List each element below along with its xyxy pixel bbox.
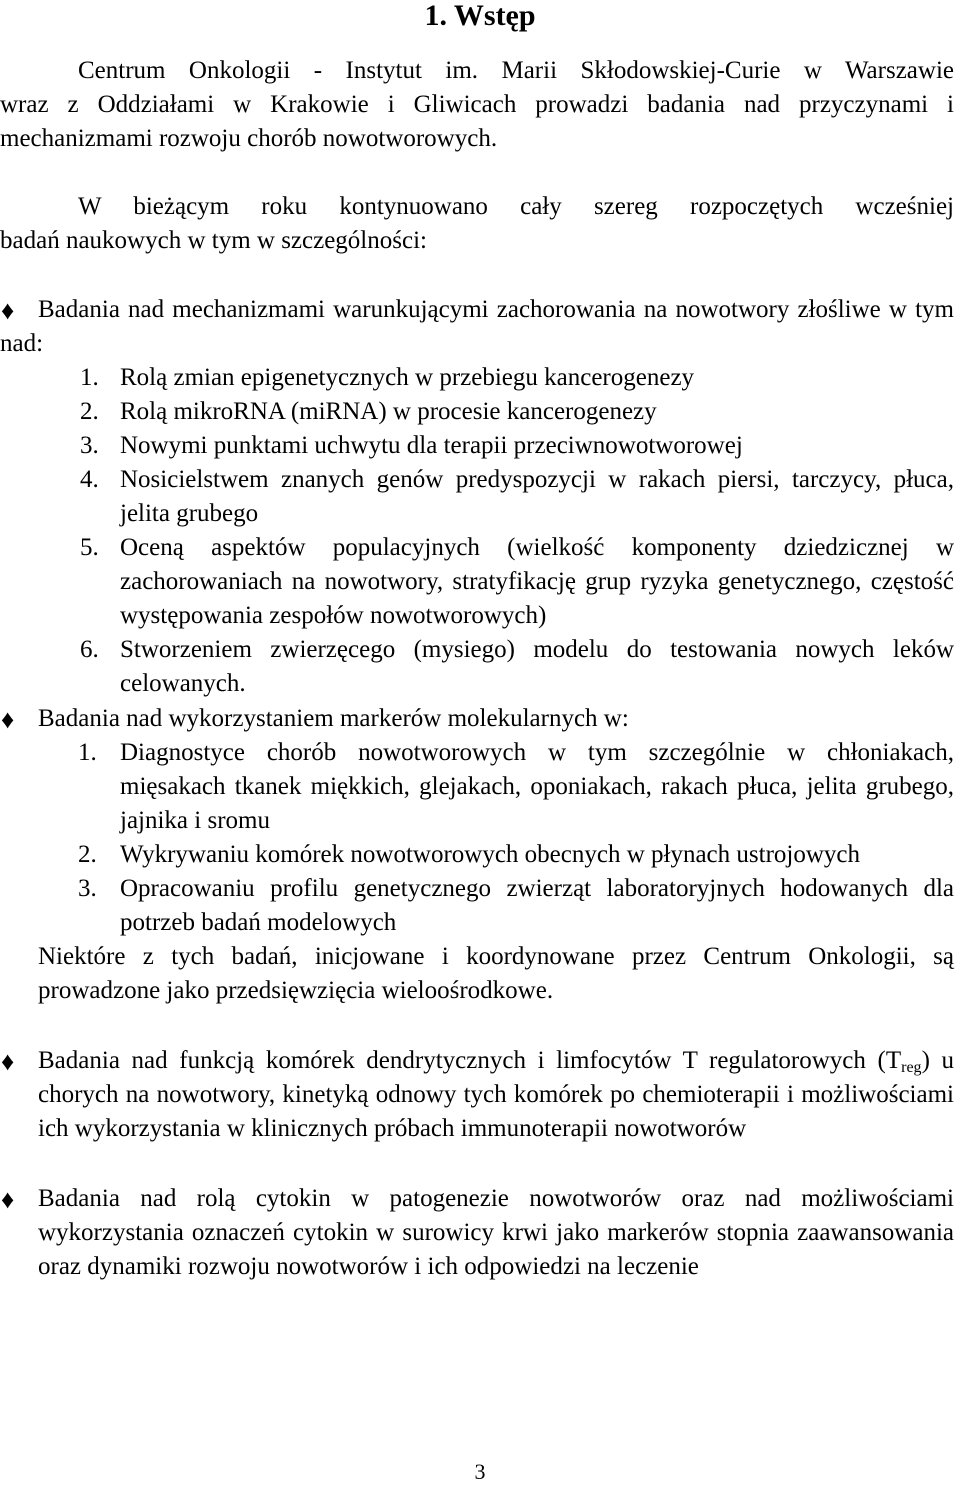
bullet-2-text: Badania nad wykorzystaniem markerów molekularnych w: xyxy=(38,705,629,732)
list-item xyxy=(0,736,954,838)
list-item-number: 2. xyxy=(80,398,99,425)
list-item-number: 3. xyxy=(78,875,97,902)
intro-line-1: Centrum Onkologii - Instytut im. Marii Skłodowskiej-Curie w Warszawie xyxy=(78,57,954,84)
diamond-bullet-icon: ♦ xyxy=(1,296,15,325)
list-item-text: Nosicielstwem znanych genów predyspozycji w rakach piersi, tarczycy, płuca, jelita grubego xyxy=(120,466,954,527)
list-item-number: 6. xyxy=(80,636,99,663)
paragraph-2-line-1: W bieżącym roku kontynuowano cały szereg rozpoczętych wcześniej xyxy=(78,193,954,220)
bullet-3-subscript: reg xyxy=(901,1059,922,1076)
bullet-3-text-part-1: Badania nad funkcją komórek dendrytycznych i limfocytów T regulatorowych (T xyxy=(38,1047,902,1074)
paragraph-2 xyxy=(0,190,954,258)
bullet-2-list xyxy=(0,736,954,940)
intro-paragraph xyxy=(0,54,954,156)
list-item xyxy=(0,838,954,872)
list-item xyxy=(0,633,954,701)
diamond-bullet-icon: ♦ xyxy=(1,1185,15,1214)
diamond-bullet-icon: ♦ xyxy=(1,1047,15,1076)
bullet-2 xyxy=(0,702,954,736)
list-item-text: Opracowaniu profilu genetycznego zwierząt laboratoryjnych hodowanych dla potrzeb badań modelowych xyxy=(120,875,954,936)
bullet-1-text: Badania nad mechanizmami warunkującymi zachorowania na nowotwory złośliwe w tym nad: xyxy=(0,296,954,357)
intro-rest: wraz z Oddziałami w Krakowie i Gliwicach prowadzi badania nad przyczynami i mechanizmami rozwoju chorób nowotworowych. xyxy=(0,91,954,152)
list-item xyxy=(0,463,954,531)
diamond-bullet-icon: ♦ xyxy=(1,705,15,734)
list-item-text: Rolą mikroRNA (miRNA) w procesie kancerogenezy xyxy=(120,398,657,425)
list-item xyxy=(0,429,954,463)
list-item-number: 1. xyxy=(78,739,97,766)
bullet-3-text-part-2: ) u chorych na nowotwory, kinetyką odnowy tych komórek po chemioterapii i możliwościami ich wykorzystania w klinicznych próbach immunoterapii nowotworów xyxy=(38,1047,955,1142)
bullet-3 xyxy=(0,1044,954,1146)
bullet-1-block xyxy=(0,293,954,701)
list-item-number: 1. xyxy=(80,364,99,391)
bullet-2-note: Niektóre z tych badań, inicjowane i koordynowane przez Centrum Onkologii, są prowadzone jako przedsięwzięcia wieloośrodkowe. xyxy=(38,943,954,1004)
list-item-number: 3. xyxy=(80,432,99,459)
list-item-text: Diagnostyce chorób nowotworowych w tym szczególnie w chłoniakach, mięsakach tkanek miękkich, glejakach, oponiakach, rakach płuca, jelita grubego, jajnika i sromu xyxy=(120,739,954,834)
list-item-number: 5. xyxy=(80,534,99,561)
list-item-text: Stworzeniem zwierzęcego (mysiego) modelu do testowania nowych leków celowanych. xyxy=(120,636,954,697)
list-item xyxy=(0,531,954,633)
bullet-1 xyxy=(0,293,954,361)
bullet-4 xyxy=(0,1182,954,1284)
list-item-text: Nowymi punktami uchwytu dla terapii przeciwnowotworowej xyxy=(120,432,743,459)
bullet-4-text: Badania nad rolą cytokin w patogenezie nowotworów oraz nad możliwościami wykorzystania oznaczeń cytokin w surowicy krwi jako markerów stopnia zaawansowania oraz dynamiki rozwoju nowotworów i ich odpowiedzi na leczenie xyxy=(38,1185,954,1280)
list-item-number: 2. xyxy=(78,841,97,868)
list-item xyxy=(0,361,954,395)
bullet-1-list xyxy=(0,361,954,701)
bullet-4-block xyxy=(0,1182,954,1284)
list-item-number: 4. xyxy=(80,466,99,493)
bullet-2-block xyxy=(0,702,954,1008)
page-number: 3 xyxy=(474,1459,486,1484)
paragraph-2-rest: badań naukowych w tym w szczególności: xyxy=(0,227,427,254)
list-item-text: Wykrywaniu komórek nowotworowych obecnych w płynach ustrojowych xyxy=(120,841,860,868)
list-item xyxy=(0,395,954,429)
list-item-text: Oceną aspektów populacyjnych (wielkość komponenty dziedzicznej w zachorowaniach na nowotwory, stratyfikację grup ryzyka genetycznego, częstość występowania zespołów nowotworowych) xyxy=(120,534,954,629)
list-item xyxy=(0,872,954,940)
bullet-3-block xyxy=(0,1044,954,1146)
section-heading: 1. Wstęp xyxy=(424,0,536,32)
list-item-text: Rolą zmian epigenetycznych w przebiegu kancerogenezy xyxy=(120,364,695,391)
